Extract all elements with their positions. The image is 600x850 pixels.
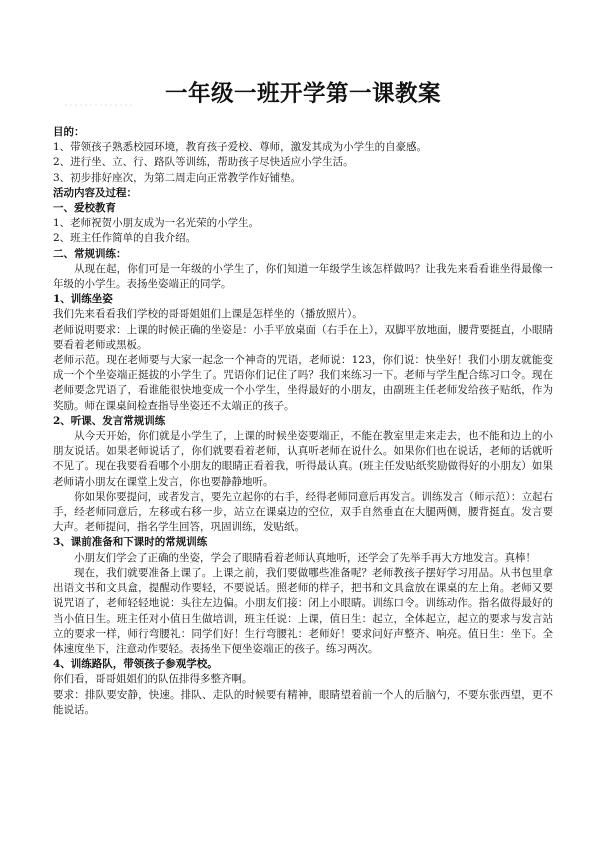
- section-heading: 3、课前准备和下课时的常规训练: [53, 536, 208, 549]
- paragraph: 2、班主任作简单的自我介绍。: [53, 232, 197, 245]
- paragraph: 2、进行坐、立、行、路队等训练，帮助孩子尽快适应小学生活。: [53, 156, 354, 169]
- paragraph: 你如果你要提问，或者发言，要先立起你的右手，经得老师同意后再发言。训练发言（师示范）：立起右手，经老师同意后，左移或右移一步，站立在课桌边的空位，双手自然垂直在大腿两侧，腰背挺直。发言要大声。老师提问，指名学生回答，巩固训练，发贴纸。: [53, 490, 553, 534]
- document-page: [53, 66, 553, 718]
- paragraph: 你们看，哥哥姐姐们的队伍排得多整齐啊。: [53, 673, 253, 686]
- paragraph: 我们先来看看我们学校的哥哥姐姐们上课是怎样坐的（播放照片）。: [53, 308, 363, 321]
- paragraph: 从现在起，你们可是一年级的小学生了，你们知道一年级学生该怎样做吗？让我先来看看谁坐得最像一年级的小学生。表扬坐姿端正的同学。: [53, 262, 553, 291]
- paragraph: 老师说明要求：上课的时候正确的坐姿是：小手平放桌面（右手在上），双脚平放地面，腰背要挺直，小眼睛要看着老师或黑板。: [53, 323, 553, 351]
- paragraph: 要求：排队要安静，快速。排队、走队的时候要有精神，眼睛望着前一个人的后脑勺，不要东张西望，更不能说话。: [53, 688, 553, 716]
- section-heading: 一、爱校教育: [53, 202, 116, 215]
- paragraph: 现在，我们就要准备上课了。上课之前，我们要做哪些准备呢？老师教孩子摆好学习用品。从书包里拿出语文书和文具盒，提醒动作要轻，不要说话。照老师的样子，把书和文具盒放在课桌的左上角。老师又要说咒语了，老师轻轻地说：头往左边偏。小朋友们接：闭上小眼睛。训练口令。训练动作。指名做得最好的当小值日生。班主任对小值日生做培训，班主任说：上课，值日生：起立，全体起立，起立的要求与发言站立的要求一样，师行弯腰礼：同学们好！生行弯腰礼：老师好！要求问好声整齐、响亮。值日生：坐下。全体速度坐下，注意动作要轻。表扬坐下便坐姿端正的孩子。练习两次。: [53, 566, 553, 655]
- document-title: 一年级一班开学第一课教案: [164, 81, 441, 107]
- paragraph: 小朋友们学会了正确的坐姿，学会了眼睛看着老师认真地听，还学会了先举手再大方地发言。真棒！: [74, 551, 536, 564]
- paragraph: 1、老师祝贺小朋友成为一名光荣的小学生。: [53, 217, 260, 230]
- section-heading: 1、训练坐姿: [53, 293, 113, 306]
- paragraph: 老师示范。现在老师要与大家一起念一个神奇的咒语，老师说：123，你们说：快坐好！我们小朋友就能变成一个个坐姿端正挺拔的小学生了。咒语你们记住了吗？我们来练习一下。老师与学生配合练习口令。现在老师要念咒语了，看谁能很快地变成一个小学生，坐得最好的小朋友，由副班主任老师发给孩子贴纸，作为奖励。师在课桌间检查指导坐姿还不太端正的孩子。: [53, 354, 553, 412]
- section-heading: 活动内容及过程：: [53, 186, 137, 199]
- section-heading: 4、训练路队，带领孩子参观学校。: [53, 658, 218, 671]
- paragraph: 从今天开始，你们就是小学生了，上课的时候坐姿要端正，不能在教室里走来走去，也不能和边上的小朋友说话。如果老师说话了，你们就要看着老师，认真听老师在说什么。如果你们也在说话，老师的话就听不见了。现在我要看看哪个小朋友的眼睛正看着我，听得最认真。(班主任发贴纸奖励做得好的小朋友）如果老师请小朋友在课堂上发言，你也要静静地听。: [53, 430, 553, 488]
- paragraph: 3、初步排好座次，为第二周走向正常教学作好铺垫。: [53, 171, 302, 184]
- document-body: [53, 125, 553, 718]
- section-heading: 2、听课、发言常规训练: [53, 414, 166, 427]
- section-heading: 二、常规训练：: [53, 247, 127, 260]
- paragraph: 1、带领孩子熟悉校园环境，教育孩子爱校、尊师，激发其成为小学生的自豪感。: [53, 141, 428, 154]
- section-heading: 目的：: [53, 126, 85, 138]
